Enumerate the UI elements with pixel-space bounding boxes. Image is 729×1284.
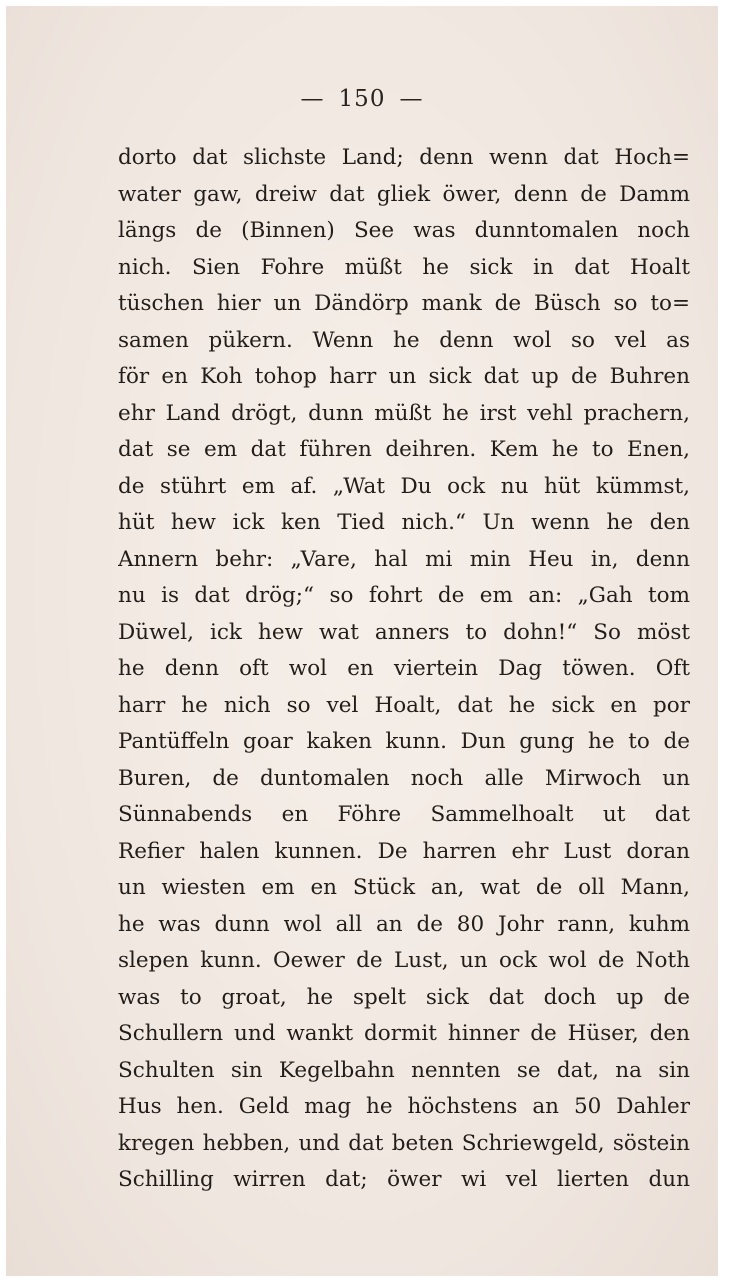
text-line: dat se em dat führen deihren. Kem he to Enen, <box>118 437 690 462</box>
text-line: Sünnabends en Föhre Sammelhoalt ut dat <box>118 802 690 827</box>
page-number: 150 <box>338 86 386 112</box>
text-line: samen pükern. Wenn he denn wol so vel as <box>118 327 690 353</box>
page-number-header <box>6 86 718 112</box>
text-line: kregen hebben, und dat beten Schriewgeld, söstein <box>118 1130 690 1156</box>
text-line: he was dunn wol all an de 80 Johr rann, kuhm <box>118 911 690 937</box>
right-dash: — <box>399 86 424 112</box>
text-line: Buren, de duntomalen noch alle Mirwoch un <box>118 765 690 791</box>
text-line: Schullern und wankt dormit hinner de Hüser, den <box>118 1021 690 1046</box>
text-line: dorto dat slichste Land; denn wenn dat Hoch= <box>118 145 690 170</box>
text-line: Pantüffeln goar kaken kunn. Dun gung he to de <box>118 729 690 754</box>
text-line: längs de (Binnen) See was dunntomalen noch <box>118 218 690 243</box>
text-line: nu is dat drög;“ so fohrt de em an: „Gah tom <box>118 583 690 608</box>
text-line: Hus hen. Geld mag he höchstens an 50 Dahler <box>118 1094 690 1119</box>
text-line: he denn oft wol en viertein Dag töwen. Oft <box>118 656 690 681</box>
text-line: water gaw, dreiw dat gliek öwer, denn de Damm <box>118 181 690 207</box>
text-line: för en Koh tohop harr un sick dat up de Buhren <box>118 364 690 389</box>
text-line: Annern behr: „Vare, hal mi min Heu in, denn <box>118 546 690 572</box>
text-line: Refier halen kunnen. De harren ehr Lust doran <box>118 838 690 864</box>
text-line: Schulten sin Kegelbahn nennten se dat, na sin <box>118 1057 690 1083</box>
left-dash: — <box>300 86 325 112</box>
text-line: ehr Land drögt, dunn müßt he irst vehl prachern, <box>118 400 690 426</box>
text-line: hüt hew ick ken Tied nich.“ Un wenn he den <box>118 510 690 535</box>
text-line: slepen kunn. Oewer de Lust, un ock wol de Noth <box>118 948 690 973</box>
book-page <box>6 6 718 1276</box>
text-line: Düwel, ick hew wat anners to dohn!“ So möst <box>118 619 690 645</box>
text-line: was to groat, he spelt sick dat doch up de <box>118 984 690 1010</box>
text-line: de stührt em af. „Wat Du ock nu hüt kümmst, <box>118 473 690 499</box>
text-line: un wiesten em en Stück an, wat de oll Mann, <box>118 875 690 900</box>
body-text <box>118 140 690 1199</box>
text-line: Schilling wirren dat; öwer wi vel lierten dun <box>118 1167 690 1192</box>
text-line: nich. Sien Fohre müßt he sick in dat Hoalt <box>118 254 690 280</box>
text-line: harr he nich so vel Hoalt, dat he sick en por <box>118 692 690 718</box>
text-line: tüschen hier un Dändörp mank de Büsch so to= <box>118 291 690 316</box>
